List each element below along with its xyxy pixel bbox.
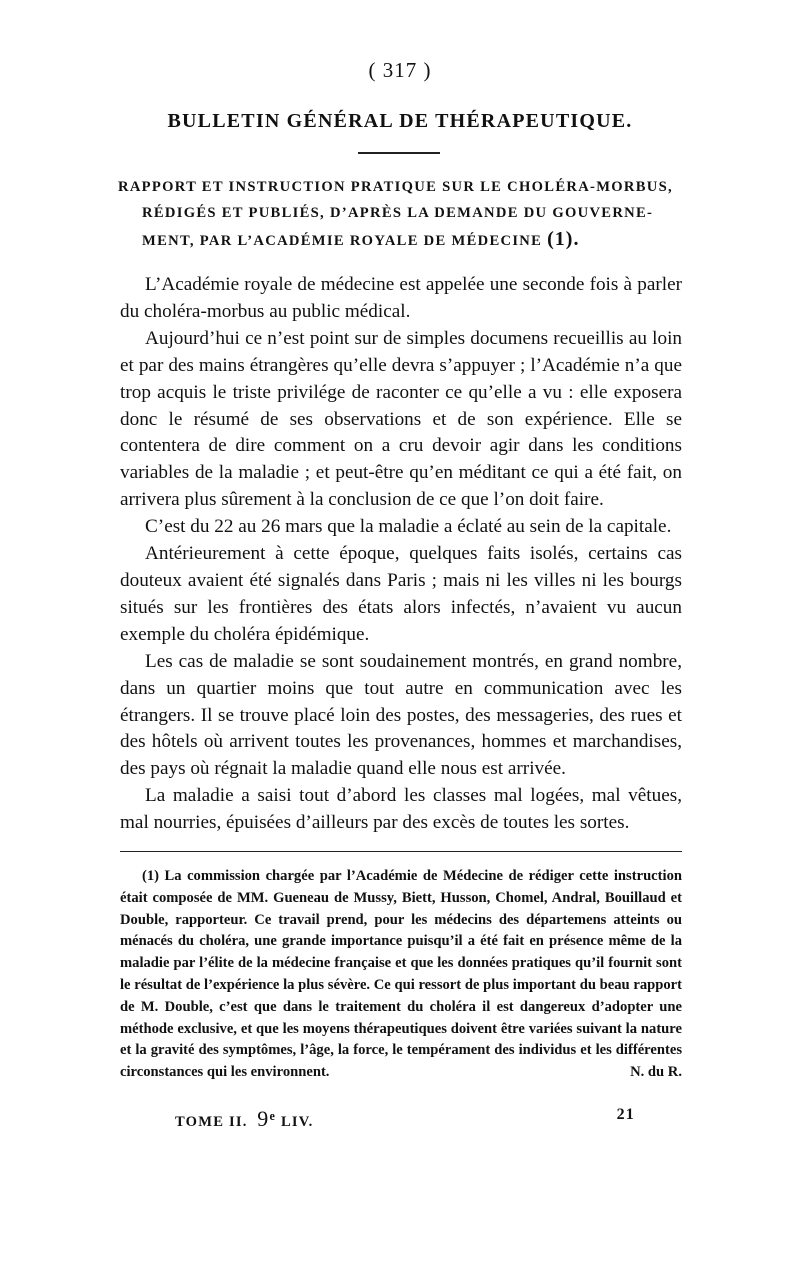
- article-title-text: MENT, PAR L’ACADÉMIE ROYALE DE MÉDECINE: [142, 233, 543, 249]
- footnote: [120, 866, 682, 1084]
- footnote-divider: [120, 851, 682, 852]
- paragraph: L’Académie royale de médecine est appelée une seconde fois à parler du choléra-morbus au public médical.: [120, 274, 682, 322]
- footnote-text: [120, 866, 682, 1084]
- livraison-superscript: e: [269, 1109, 277, 1124]
- paragraph: La maladie a saisi tout d’abord les classes mal logées, mal vêtues, mal nourries, épuisées d’ailleurs par des excès de toutes les sortes.: [120, 785, 682, 834]
- footnote-reference: (1).: [547, 228, 580, 250]
- paragraph: Les cas de maladie se sont soudainement montrés, en grand nombre, dans un quartier moins que tout autre en communication avec les étrangers. Il se trouve placé loin des postes, des messageries, des rues et des hôtels où arrivent toutes les provenances, hommes et marchandises, des pays où régnait la maladie quand elle nous est arrivée.: [120, 650, 682, 780]
- signature-mark: 21: [616, 1106, 635, 1123]
- livraison-label: LIV.: [280, 1114, 314, 1130]
- article-title: [118, 174, 678, 254]
- article-title-line: [118, 226, 678, 254]
- title-divider: [358, 152, 440, 154]
- page-footer: [175, 1100, 635, 1130]
- footnote-body: (1) La commission chargée par l’Académie de Médecine de rédiger cette instruction était composée de MM. Gueneau de Mussy, Biett, Husson, Chomel, Andral, Bouillaud et Double, rapporteur. Ce travail prend, pour les médecins des départemens atteints ou ménacés du choléra, une grande importance puisqu’il a été fait en présence même de la maladie par l’élite de la médecine française et que les données pratiques qu’il fournit sont le résultat de l’expérience la plus sévère. Ce qui ressort de plus important du beau rapport de M. Double, c’est que dans le traitement du choléra il est dangereux d’adopter une méthode exclusive, et que les moyens thérapeutiques doivent être variées suivant la nature et la gravité des symptômes, l’âge, la force, le tempérament des individus et les différentes circonstances qui les environnent.: [120, 868, 682, 1081]
- tome-label: TOME II.: [175, 1114, 248, 1130]
- volume-label: [175, 1106, 314, 1132]
- article-title-line: RAPPORT ET INSTRUCTION PRATIQUE SUR LE CHOLÉRA-MORBUS,: [118, 179, 673, 195]
- paragraph: C’est du 22 au 26 mars que la maladie a éclaté au sein de la capitale.: [145, 516, 672, 538]
- page-number: ( 317 ): [368, 58, 432, 82]
- article-body: [120, 272, 682, 837]
- footnote-signature: N. du R.: [630, 1064, 682, 1081]
- article-title-line: RÉDIGÉS ET PUBLIÉS, D’APRÈS LA DEMANDE DU GOUVERNE-: [142, 205, 654, 221]
- paragraph: Aujourd’hui ce n’est point sur de simples documens recueillis au loin et par des mains étrangères qu’elle devra s’appuyer ; l’Académie n’a que trop acquis le triste privilége de raconter ce qu’elle a vu : elle exposera donc le résumé de ses observations et de son expérience. Elle se contentera de dire comment on a cru devoir agir dans les conditions variables de la maladie ; et peut-être qu’en méditant ce qui a été fait, on arrivera plus sûrement à la conclusion de ce que l’on doit faire.: [120, 327, 682, 511]
- livraison-number: 9: [257, 1106, 270, 1131]
- paragraph: Antérieurement à cette époque, quelques faits isolés, certains cas douteux avaient été signalés dans Paris ; mais ni les villes ni les bourgs situés sur les frontières des états alors infectés, n’avaient vu aucun exemple du choléra épidémique.: [120, 543, 682, 645]
- journal-title: BULLETIN GÉNÉRAL DE THÉRAPEUTIQUE.: [167, 110, 633, 132]
